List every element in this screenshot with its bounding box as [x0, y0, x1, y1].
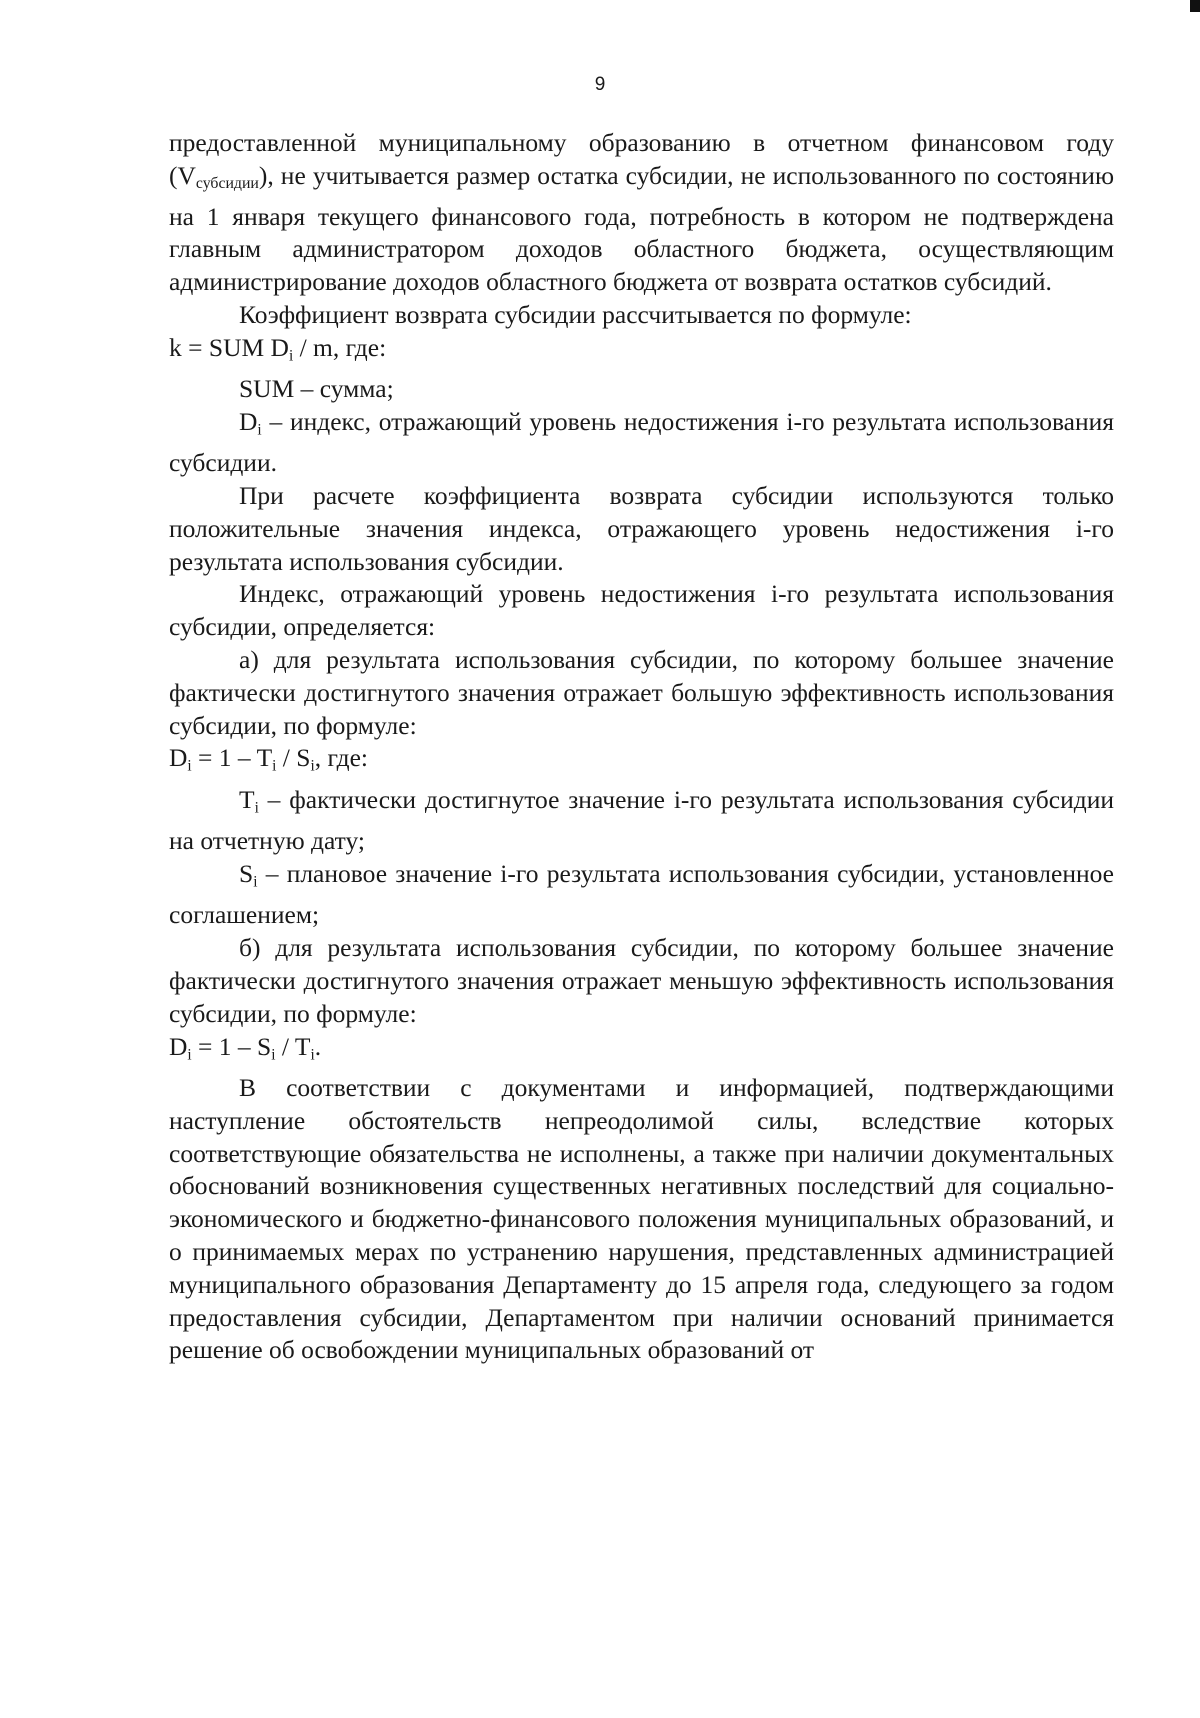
page-number: 9	[594, 74, 606, 95]
paragraph-positive-values: При расчете коэффициента возврата субсидии используются только положительные значения индекса, отражающего уровень недостижения i-го результата использования субсидии.	[169, 481, 1114, 576]
paragraph-index-definition: Индекс, отражающий уровень недостижения i-го результата использования субсидии, определяется:	[169, 579, 1114, 642]
formula-case-a: Di = 1 – Ti / Si, где:	[169, 743, 369, 776]
paragraph-force-majeure: В соответствии с документами и информацией, подтверждающими наступление обстоятельств непреодолимой силы, вследствие которых соответствующие обязательства не исполнены, а также при наличии документальных обоснований возникновения существенных негативных последствий для социально-экономического и бюджетно-финансового положения муниципальных образований, и о принимаемых мерах по устранению нарушения, представленных администрацией муниципального образования Департаменту до 15 апреля года, следующего за годом предоставления субсидии, Департаментом при наличии оснований принимается решение об освобождении муниципальных образований от	[169, 1072, 1114, 1365]
paragraph-case-b: б) для результата использования субсидии, по которому большее значение фактически достигнутого значения отражает меньшую эффективность использования субсидии, по формуле:	[169, 933, 1114, 1028]
paragraph-case-a: а) для результата использования субсидии, по которому большее значение фактически достигнутого значения отражает большую эффективность использования субсидии, по формуле:	[169, 645, 1114, 740]
document-body	[169, 127, 1114, 1367]
definition-sum: SUM – сумма;	[239, 374, 394, 404]
definition-ti: Ti – фактически достигнутое значение i-го результата использования субсидии на отчетную дату;	[169, 784, 1114, 856]
formula-case-b: Di = 1 – Si / Ti.	[169, 1031, 322, 1064]
paragraph-subsidy-volume: предоставленной муниципальному образованию в отчетном финансовом году (Vсубсидии), не учитывается размер остатка субсидии, не использованного по состоянию на 1 января текущего финансового года, потребность в котором не подтверждена главным администратором доходов областного бюджета, осуществляющим администрирование доходов областного бюджета от возврата остатков субсидий.	[169, 128, 1114, 297]
definition-si: Si – плановое значение i-го результата использования субсидии, установленное соглашением;	[169, 858, 1114, 930]
subscript-subsidy: субсидии	[195, 174, 259, 192]
formula-coefficient: k = SUM Di / m, где:	[169, 332, 387, 365]
paragraph-coefficient-intro: Коэффициент возврата субсидии рассчитывается по формуле:	[239, 299, 912, 329]
scan-edge-mark	[1190, 0, 1200, 12]
definition-di: Di – индекс, отражающий уровень недостижения i-го результата использования субсидии.	[169, 406, 1114, 478]
